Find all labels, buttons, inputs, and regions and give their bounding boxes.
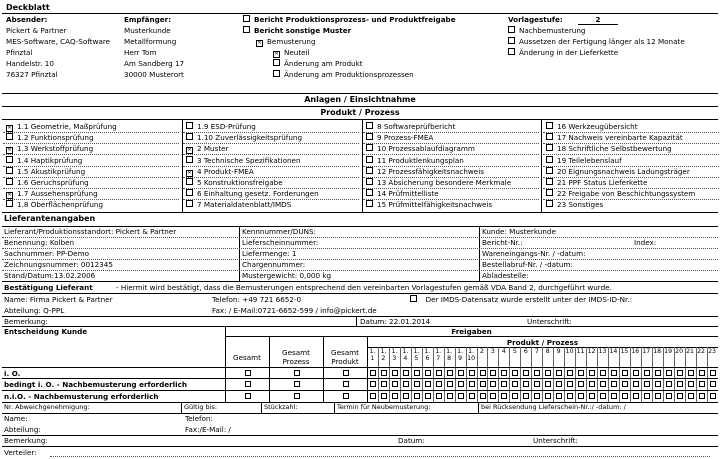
decision-checkbox[interactable]	[414, 370, 420, 376]
release-number: 3	[490, 348, 495, 355]
sender-line: Pickert & Partner	[6, 26, 67, 35]
imds-option[interactable]: Der IMDS-Datensatz wurde erstellt unter der IMDS-ID-Nr.:	[410, 295, 632, 304]
supplier-field[interactable]: Kennnummer/DUNS:	[242, 227, 316, 236]
decision-checkbox[interactable]	[688, 370, 694, 376]
decision-checkbox[interactable]	[523, 370, 529, 376]
decision-checkbox[interactable]	[677, 370, 683, 376]
attachment-item[interactable]: 11 Produktlenkungsplan	[366, 156, 464, 165]
decision-checkbox[interactable]	[589, 370, 595, 376]
decision-checkbox[interactable]	[512, 393, 518, 399]
submission-level-label: Vorlagestufe:	[508, 15, 563, 24]
attachments-subtitle: Produkt / Prozess	[320, 108, 400, 117]
decision-checkbox[interactable]	[633, 370, 639, 376]
decision-checkbox[interactable]	[425, 370, 431, 376]
supplier-department: Abteilung: Q-PPL	[4, 306, 65, 315]
checkbox[interactable]	[6, 200, 13, 207]
attachment-item[interactable]: 16 Werkzeugübersicht	[546, 122, 638, 131]
bemusterung-option[interactable]: ✕ Bemusterung	[257, 37, 316, 46]
supplier-date[interactable]: Datum: 22.01.2014	[360, 317, 431, 326]
checkbox-checked[interactable]: ✕	[257, 40, 262, 46]
decision-checkbox[interactable]	[699, 381, 705, 387]
supplier-fax: Fax: / E-Mail:0721-6652-599 / info@pickert.de	[212, 306, 377, 315]
supplier-field[interactable]: Abladestelle:	[482, 271, 529, 280]
confirmation-text: - Hiermit wird bestätigt, dass die Bemusterungen entsprechend den vereinbarten Vorlagestufen gemäß VDA Band 2, durchgeführt wurde.	[116, 283, 612, 292]
decision-checkbox[interactable]	[567, 370, 573, 376]
page-title: Deckblatt	[6, 3, 50, 12]
attachment-item[interactable]: 13 Absicherung besondere Merkmale	[366, 178, 511, 187]
report-option-other[interactable]: Bericht sonstige Muster	[243, 26, 351, 35]
decision-checkbox[interactable]	[392, 393, 398, 399]
checkbox[interactable]	[546, 133, 553, 140]
release-number: 11	[576, 348, 585, 355]
decision-checkbox[interactable]	[644, 381, 650, 387]
attachment-item[interactable]: 1.10 Zuverlässigkeitsprüfung	[186, 133, 302, 142]
decision-checkbox[interactable]	[381, 370, 387, 376]
col-product: Gesamt Produkt	[331, 348, 359, 366]
release-number: 1.9	[457, 348, 464, 362]
checkbox[interactable]	[508, 37, 515, 44]
release-number: 5	[512, 348, 517, 355]
checkbox[interactable]	[6, 178, 13, 185]
decision-checkbox[interactable]	[633, 381, 639, 387]
attachment-item[interactable]: 15 Prüfmittelfähigkeitsnachweis	[366, 200, 492, 209]
product-process-label: Produkt / Prozess	[506, 338, 579, 347]
footer-signature[interactable]: Unterschrift:	[533, 436, 578, 445]
col-process: Gesamt Prozess	[282, 348, 310, 366]
decision-checkbox[interactable]	[699, 393, 705, 399]
checkbox[interactable]	[366, 189, 373, 196]
checkbox[interactable]	[546, 144, 553, 151]
supplier-field[interactable]: Lieferant/Produktionsstandort: Pickert & Partner	[4, 227, 177, 236]
supplier-field[interactable]: Bericht-Nr.:	[482, 238, 523, 247]
recipient-label: Empfänger:	[124, 15, 172, 24]
supplier-field[interactable]: Lieferscheinnummer:	[242, 238, 319, 247]
checkbox[interactable]	[273, 70, 280, 77]
decision-checkbox[interactable]	[480, 370, 486, 376]
attachments-title: Anlagen / Einsichtnahme	[304, 95, 416, 104]
attachment-item[interactable]: 1.8 Oberflächenprüfung	[6, 200, 103, 209]
supplier-remark[interactable]: Bemerkung:	[4, 317, 48, 326]
decision-checkbox[interactable]	[425, 393, 431, 399]
decision-checkbox[interactable]	[370, 393, 376, 399]
decision-checkbox[interactable]	[436, 381, 442, 387]
supplier-phone: Telefon: +49 721 6652-0	[212, 295, 302, 304]
checkbox[interactable]	[366, 200, 373, 207]
supplier-field[interactable]: Stand/Datum:13.02.2006	[4, 271, 96, 280]
decision-checkbox[interactable]	[245, 370, 251, 376]
recipient-line: 30000 Musterort	[124, 70, 184, 79]
release-number: 1.6	[424, 348, 431, 362]
checkbox[interactable]	[366, 133, 373, 140]
release-number: 1.8	[446, 348, 453, 362]
footer-date[interactable]: Datum:	[398, 436, 425, 445]
decision-checkbox[interactable]	[677, 393, 683, 399]
decision-checkbox[interactable]	[622, 370, 628, 376]
attachment-item[interactable]: 10 Prozessablaufdiagramm	[366, 144, 475, 153]
decision-checkbox[interactable]	[381, 393, 387, 399]
release-number: 8	[545, 348, 550, 355]
release-number: 12	[587, 348, 596, 355]
decision-checkbox[interactable]	[403, 381, 409, 387]
decision-checkbox[interactable]	[677, 381, 683, 387]
decision-title: Entscheidung Kunde	[4, 327, 88, 336]
release-number: 1.2	[380, 348, 387, 362]
decision-checkbox[interactable]	[501, 370, 507, 376]
release-number: 23	[708, 348, 716, 355]
footer-resubmission-date[interactable]: Termin für Neubemusterung:	[337, 403, 431, 411]
decision-checkbox[interactable]	[501, 393, 507, 399]
footer-valid-until[interactable]: Gültig bis:	[184, 403, 218, 411]
sender-line: Handelstr. 10	[6, 59, 54, 68]
checkbox[interactable]	[6, 133, 13, 140]
checkbox-checked[interactable]: ✕	[7, 192, 12, 199]
decision-checkbox[interactable]	[469, 393, 475, 399]
decision-checkbox[interactable]	[512, 381, 518, 387]
release-number: 21	[686, 348, 694, 355]
release-number: 17	[642, 348, 651, 355]
decision-row-ok: i. O.	[4, 369, 21, 378]
decision-checkbox[interactable]	[589, 381, 595, 387]
col-total: Gesamt	[233, 353, 261, 362]
footer-distribution[interactable]: Verteiler:	[4, 448, 37, 457]
attachment-item[interactable]: 18 Schriftliche Selbstbewertung	[546, 144, 672, 153]
decision-checkbox[interactable]	[666, 381, 672, 387]
decision-checkbox[interactable]	[370, 381, 376, 387]
supplier-field[interactable]: Chargennummer:	[242, 260, 306, 269]
checkbox[interactable]	[243, 15, 250, 22]
supplier-name: Name: Firma Pickert & Partner	[4, 295, 113, 304]
release-number: 7	[534, 348, 539, 355]
attachment-item[interactable]: 3 Technische Spezifikationen	[186, 156, 301, 165]
footer-remark[interactable]: Bemerkung:	[4, 436, 48, 445]
supplier-field[interactable]: Zeichnungsnummer: 0012345	[4, 260, 113, 269]
supplier-field-index[interactable]: Index:	[634, 238, 657, 247]
checkbox[interactable]	[186, 133, 193, 140]
attachment-item[interactable]: 6 Einhaltung gesetz. Forderungen	[186, 189, 319, 198]
decision-checkbox[interactable]	[512, 370, 518, 376]
attachment-item[interactable]: ✕ 2 Muster	[187, 144, 229, 154]
decision-checkbox[interactable]	[600, 393, 606, 399]
confirmation-label: Bestätigung Lieferant	[4, 283, 93, 292]
report-option-production[interactable]: Bericht Produktionsprozess- und Produktfreigabe	[243, 15, 456, 24]
checkbox-checked[interactable]: ✕	[187, 147, 192, 154]
decision-checkbox[interactable]	[523, 381, 529, 387]
attachment-item[interactable]: 23 Sonstiges	[546, 200, 603, 209]
decision-checkbox[interactable]	[425, 381, 431, 387]
release-number: 14	[609, 348, 618, 355]
checkbox[interactable]	[243, 26, 250, 33]
checkbox[interactable]	[546, 167, 553, 174]
sender-line: MES-Software, CAQ-Software	[6, 37, 111, 46]
recipient-line: Am Sandberg 17	[124, 59, 185, 68]
attachment-item[interactable]: 1.2 Funktionsprüfung	[6, 133, 94, 142]
checkbox-checked[interactable]: ✕	[274, 51, 279, 57]
decision-checkbox[interactable]	[567, 381, 573, 387]
checkbox[interactable]	[6, 167, 13, 174]
checkbox[interactable]	[366, 167, 373, 174]
decision-checkbox[interactable]	[343, 393, 349, 399]
release-number: 1.5	[413, 348, 420, 362]
footer-department[interactable]: Abteilung:	[4, 425, 41, 434]
decision-checkbox[interactable]	[622, 393, 628, 399]
decision-checkbox[interactable]	[666, 370, 672, 376]
decision-checkbox[interactable]	[644, 393, 650, 399]
release-number: 16	[631, 348, 640, 355]
attachment-item[interactable]: ✕ 1.3 Werkstoffprüfung	[7, 144, 94, 154]
recipient-line: Musterkunde	[124, 26, 171, 35]
decision-checkbox[interactable]	[392, 370, 398, 376]
checkbox[interactable]	[186, 156, 193, 163]
decision-checkbox[interactable]	[545, 381, 551, 387]
attachment-item[interactable]: 12 Prozessfähigkeitsnachweis	[366, 167, 484, 176]
checkbox[interactable]	[186, 189, 193, 196]
release-number: 20	[675, 348, 684, 355]
attachment-item[interactable]: 1.5 Akustikprüfung	[6, 167, 85, 176]
decision-checkbox[interactable]	[655, 381, 661, 387]
decision-checkbox[interactable]	[501, 381, 507, 387]
attachment-item[interactable]: 5 Konstruktionsfreigabe	[186, 178, 283, 187]
release-number: 1.7	[435, 348, 442, 362]
decision-checkbox[interactable]	[447, 370, 453, 376]
supplier-field[interactable]: Kunde: Musterkunde	[482, 227, 556, 236]
release-number: 6	[523, 348, 528, 355]
decision-checkbox[interactable]	[458, 381, 464, 387]
decision-checkbox[interactable]	[600, 381, 606, 387]
checkbox-checked[interactable]: ✕	[7, 125, 12, 131]
decision-row-conditional: bedingt i. O. - Nachbemusterung erforderlich	[4, 380, 187, 389]
release-number: 1.4	[402, 348, 409, 362]
decision-checkbox[interactable]	[343, 381, 349, 387]
decision-checkbox[interactable]	[556, 393, 562, 399]
decision-checkbox[interactable]	[710, 393, 716, 399]
reason-option[interactable]: Nachbemusterung	[508, 26, 585, 35]
supplier-title: Lieferantenangaben	[4, 214, 96, 223]
checkbox[interactable]	[366, 122, 373, 129]
decision-checkbox[interactable]	[245, 393, 251, 399]
decision-checkbox[interactable]	[578, 370, 584, 376]
decision-checkbox[interactable]	[294, 393, 300, 399]
decision-checkbox[interactable]	[469, 370, 475, 376]
decision-checkbox[interactable]	[534, 381, 540, 387]
checkbox-checked[interactable]: ✕	[7, 147, 12, 154]
supplier-field[interactable]: Benennung: Kolben	[4, 238, 75, 247]
checkbox[interactable]	[273, 59, 280, 66]
decision-checkbox[interactable]	[710, 370, 716, 376]
attachment-item[interactable]: 19 Teilelebenslauf	[546, 156, 622, 165]
decision-checkbox[interactable]	[600, 370, 606, 376]
decision-checkbox[interactable]	[611, 370, 617, 376]
attachment-item[interactable]: ✕ 1.7 Aussehensprüfung	[7, 189, 98, 199]
decision-checkbox[interactable]	[655, 370, 661, 376]
decision-checkbox[interactable]	[370, 370, 376, 376]
release-number: 19	[664, 348, 673, 355]
decision-checkbox[interactable]	[523, 393, 529, 399]
reason-option[interactable]: Aussetzen der Fertigung länger als 12 Monate	[508, 37, 685, 46]
bemusterung-process-change[interactable]: Änderung am Produktionsprozessen	[273, 70, 414, 79]
supplier-field[interactable]: Mustergewicht: 0,000 kg	[242, 271, 332, 280]
checkbox[interactable]	[186, 200, 193, 207]
attachment-item[interactable]: 21 PPF Status Lieferkette	[546, 178, 647, 187]
sender-line: Pfinztal	[6, 48, 33, 57]
checkbox[interactable]	[186, 122, 193, 129]
footer-name[interactable]: Name:	[4, 414, 28, 423]
footer-fax[interactable]: Fax:/E-Mail: /	[185, 425, 231, 434]
attachment-item[interactable]: 14 Prüfmittelliste	[366, 189, 439, 198]
decision-checkbox[interactable]	[699, 370, 705, 376]
checkbox-checked[interactable]: ✕	[187, 169, 192, 176]
decision-checkbox[interactable]	[381, 381, 387, 387]
decision-checkbox[interactable]	[688, 393, 694, 399]
decision-checkbox[interactable]	[688, 381, 694, 387]
supplier-field[interactable]: Wareneingangs-Nr. / -datum:	[482, 249, 586, 258]
attachment-item[interactable]: 20 Eignungsnachweis Ladungsträger	[546, 167, 690, 176]
decision-checkbox[interactable]	[480, 381, 486, 387]
recipient-line: Metallformung	[124, 37, 177, 46]
release-number: 18	[653, 348, 662, 355]
submission-level-value[interactable]: 2	[578, 15, 618, 25]
release-number: 13	[598, 348, 607, 355]
footer-quantity[interactable]: Stückzahl:	[264, 403, 298, 411]
recipient-line: Herr Tom	[124, 48, 157, 57]
decision-checkbox[interactable]	[294, 381, 300, 387]
checkbox[interactable]	[366, 144, 373, 151]
checkbox[interactable]	[546, 189, 553, 196]
decision-checkbox[interactable]	[578, 393, 584, 399]
decision-checkbox[interactable]	[644, 370, 650, 376]
decision-checkbox[interactable]	[534, 393, 540, 399]
attachment-item[interactable]: 7 Materialdatenblatt/IMDS	[186, 200, 291, 209]
footer-return-delivery[interactable]: bei Rücksendung Lieferschein-Nr.:/ -datum: /	[481, 403, 626, 411]
decision-checkbox[interactable]	[710, 381, 716, 387]
release-number: 10	[565, 348, 574, 355]
attachment-item[interactable]: 9 Prozess-FMEA	[366, 133, 433, 142]
release-number: 22	[697, 348, 705, 355]
decision-checkbox[interactable]	[556, 370, 562, 376]
decision-checkbox[interactable]	[414, 393, 420, 399]
checkbox[interactable]	[546, 156, 553, 163]
checkbox[interactable]	[546, 178, 553, 185]
decision-checkbox[interactable]	[534, 370, 540, 376]
supplier-signature[interactable]: Unterschrift:	[527, 317, 572, 326]
release-number: 15	[620, 348, 629, 355]
decision-checkbox[interactable]	[567, 393, 573, 399]
decision-checkbox[interactable]	[611, 381, 617, 387]
footer-phone[interactable]: Telefon:	[185, 414, 213, 423]
decision-checkbox[interactable]	[480, 393, 486, 399]
decision-checkbox[interactable]	[458, 393, 464, 399]
decision-checkbox[interactable]	[666, 393, 672, 399]
attachment-item[interactable]: 22 Freigabe von Beschichtungssystem	[546, 189, 695, 198]
decision-checkbox[interactable]	[458, 370, 464, 376]
decision-checkbox[interactable]	[436, 393, 442, 399]
decision-checkbox[interactable]	[414, 381, 420, 387]
decision-checkbox[interactable]	[490, 381, 496, 387]
decision-checkbox[interactable]	[436, 370, 442, 376]
bemusterung-product-change[interactable]: Änderung am Produkt	[273, 59, 363, 68]
release-number: 1.3	[391, 348, 398, 362]
decision-checkbox[interactable]	[589, 393, 595, 399]
decision-checkbox[interactable]	[633, 393, 639, 399]
decision-checkbox[interactable]	[294, 370, 300, 376]
release-number: 9	[556, 348, 561, 355]
footer-deviation-no[interactable]: Nr. Abweichgenehmigung:	[4, 403, 90, 411]
attachment-item[interactable]: 17 Nachweis vereinbarte Kapazität	[546, 133, 683, 142]
checkbox[interactable]	[186, 178, 193, 185]
release-number: 4	[501, 348, 506, 355]
checkbox[interactable]	[366, 178, 373, 185]
supplier-field[interactable]: Bestellabruf-Nr. / -datum:	[482, 260, 573, 269]
release-number: 2	[480, 348, 484, 355]
decision-checkbox[interactable]	[469, 381, 475, 387]
decision-checkbox[interactable]	[490, 393, 496, 399]
attachment-item[interactable]: 1.6 Geruchsprüfung	[6, 178, 89, 187]
release-number: 1.10	[467, 348, 476, 362]
decision-checkbox[interactable]	[447, 381, 453, 387]
checkbox[interactable]	[508, 26, 515, 33]
bemusterung-neuteil[interactable]: ✕ Neuteil	[274, 48, 310, 57]
attachment-item[interactable]: ✕ 1.1 Geometrie, Maßprüfung	[7, 122, 117, 131]
checkbox[interactable]	[410, 295, 417, 302]
decision-checkbox[interactable]	[578, 381, 584, 387]
reason-option[interactable]: Änderung in der Lieferkette	[508, 48, 618, 57]
decision-checkbox[interactable]	[545, 370, 551, 376]
decision-checkbox[interactable]	[490, 370, 496, 376]
attachment-item[interactable]: 1.9 ESD-Prüfung	[186, 122, 256, 131]
decision-checkbox[interactable]	[403, 393, 409, 399]
checkbox[interactable]	[366, 156, 373, 163]
decision-checkbox[interactable]	[655, 393, 661, 399]
supplier-field[interactable]: Liefermenge: 1	[242, 249, 297, 258]
decision-checkbox[interactable]	[245, 381, 251, 387]
decision-checkbox[interactable]	[622, 381, 628, 387]
decision-checkbox[interactable]	[392, 381, 398, 387]
checkbox[interactable]	[508, 48, 515, 55]
attachment-item[interactable]: ✕ 4 Produkt-FMEA	[187, 166, 254, 176]
decision-checkbox[interactable]	[611, 393, 617, 399]
decision-checkbox[interactable]	[403, 370, 409, 376]
releases-label: Freigaben	[451, 327, 492, 336]
checkbox[interactable]	[6, 156, 13, 163]
decision-checkbox[interactable]	[556, 381, 562, 387]
release-number: 1.1	[369, 348, 376, 362]
attachment-item[interactable]: 1.4 Haptikprüfung	[6, 156, 82, 165]
supplier-field[interactable]: Sachnummer: PP-Demo	[4, 249, 90, 258]
decision-checkbox[interactable]	[343, 370, 349, 376]
decision-checkbox[interactable]	[545, 393, 551, 399]
decision-row-nok: n.i.O. - Nachbemusterung erforderlich	[4, 392, 159, 401]
attachment-item[interactable]: 8 Softwareprüfbericht	[366, 122, 455, 131]
checkbox[interactable]	[546, 200, 553, 207]
sender-label: Absender:	[6, 15, 48, 24]
decision-checkbox[interactable]	[447, 393, 453, 399]
sender-line: 76327 Pfinztal	[6, 70, 58, 79]
checkbox[interactable]	[546, 122, 553, 129]
